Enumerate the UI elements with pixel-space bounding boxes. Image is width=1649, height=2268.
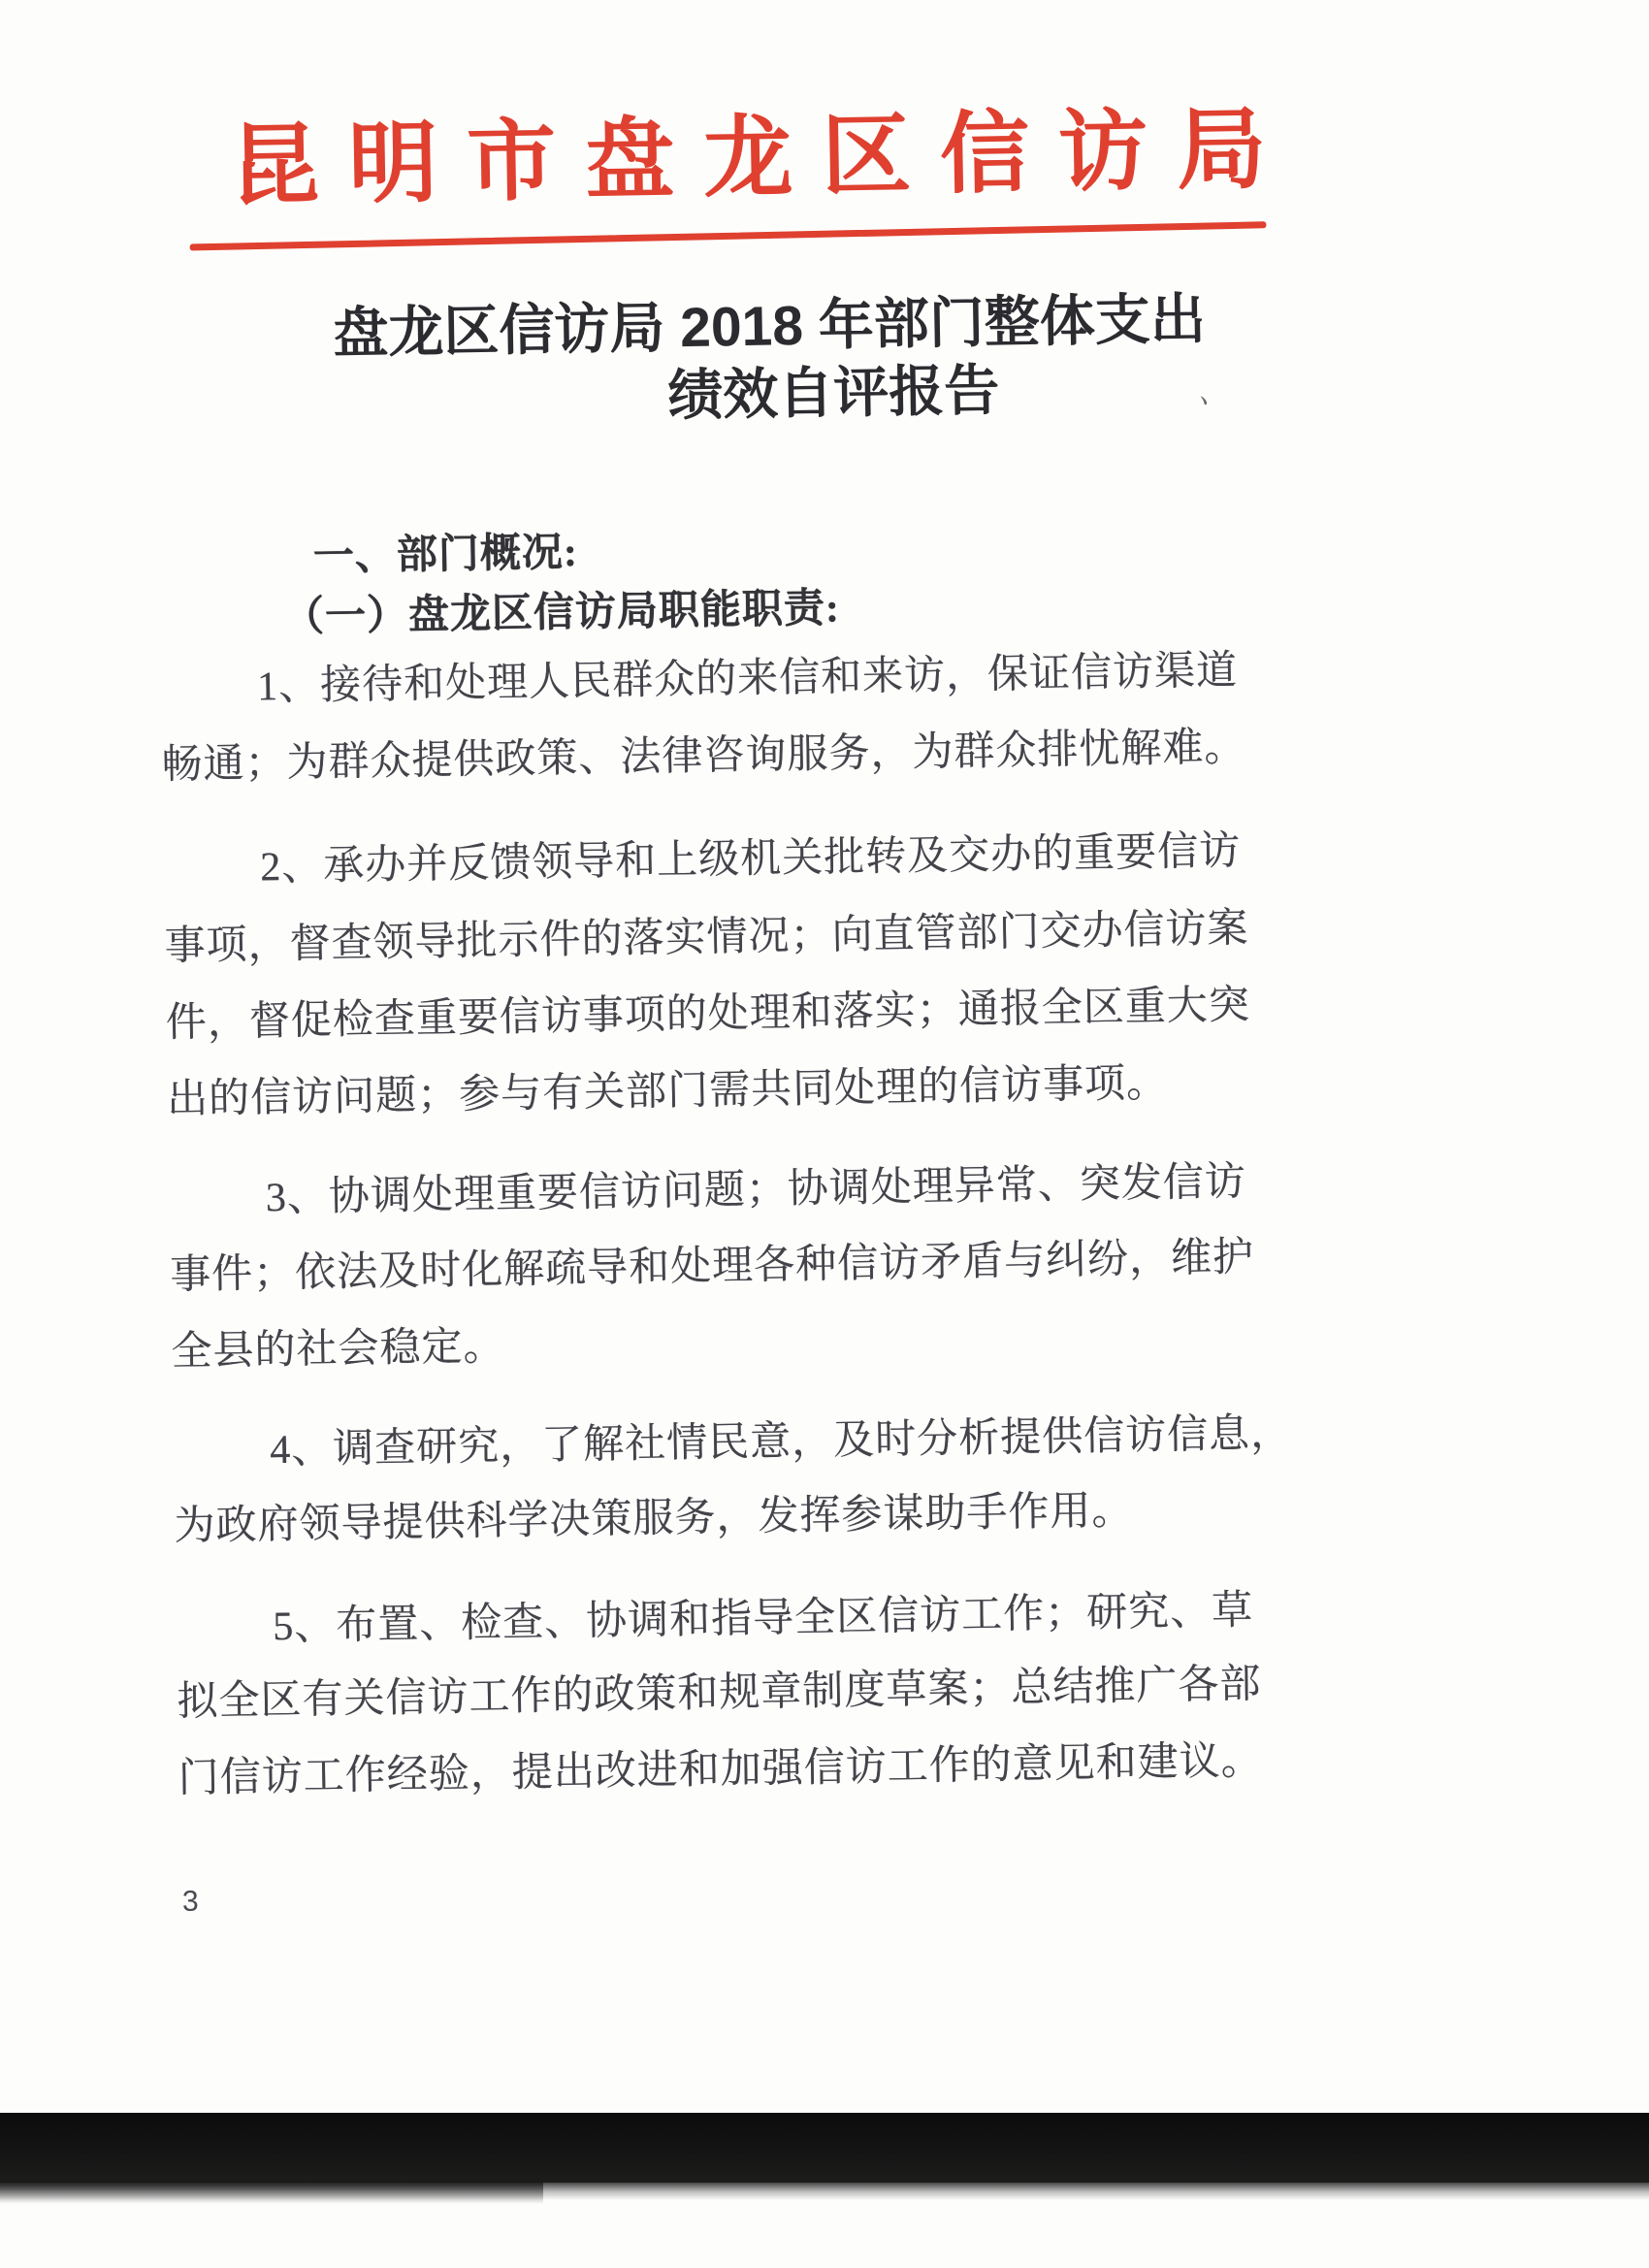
body-line: 2、承办并反馈领导和上级机关批转及交办的重要信访 [259, 828, 1242, 891]
body-line: 为政府领导提供科学决策服务，发挥参谋助手作用。 [174, 1488, 1134, 1549]
scan-artifact-bottom-bar [0, 2113, 1649, 2183]
body-line: 全县的社会稳定。 [171, 1324, 505, 1375]
body-line: 事项，督查领导批示件的落实情况；向直管部门交办信访案 [164, 906, 1249, 970]
section-heading: 一、部门概况: [312, 530, 579, 580]
stray-ink-mark: 、 [1197, 375, 1233, 414]
document-title-line1: 盘龙区信访局 2018 年部门整体支出 [332, 288, 1207, 366]
body-line: 件，督促检查重要信访事项的处理和落实；通报全区重大突 [165, 983, 1251, 1046]
body-line: 1、接待和处理人民群众的来信和来访，保证信访渠道 [256, 648, 1239, 710]
scan-artifact-bottom-smudge [0, 2181, 543, 2204]
body-line: 出的信访问题；参与有关部门需共同处理的信访事项。 [166, 1060, 1169, 1122]
body-line: 5、布置、检查、协调和指导全区信访工作；研究、草 [272, 1588, 1254, 1650]
body-line: 3、协调处理重要信访问题；协调处理异常、突发信访 [265, 1159, 1247, 1221]
page-number: 3 [181, 1885, 199, 1918]
body-line: 4、调查研究，了解社情民意，及时分析提供信访信息， [269, 1410, 1293, 1474]
body-line: 畅通；为群众提供政策、法律咨询服务，为群众排忧解难。 [161, 725, 1246, 789]
body-line: 门信访工作经验，提出改进和加强信访工作的意见和建议。 [178, 1738, 1264, 1801]
body-line: 拟全区有关信访工作的政策和规章制度草案；总结推广各部 [177, 1662, 1262, 1725]
body-line: 事件；依法及时化解疏导和处理各种信访矛盾与纠纷，维护 [169, 1235, 1255, 1298]
letterhead-divider-line [190, 221, 1267, 250]
document-title-line2: 绩效自评报告 [666, 359, 1000, 428]
letterhead-title: 昆明市盘龙区信访局 [229, 99, 1296, 216]
subsection-heading: （一）盘龙区信访局职能职责: [282, 586, 841, 640]
